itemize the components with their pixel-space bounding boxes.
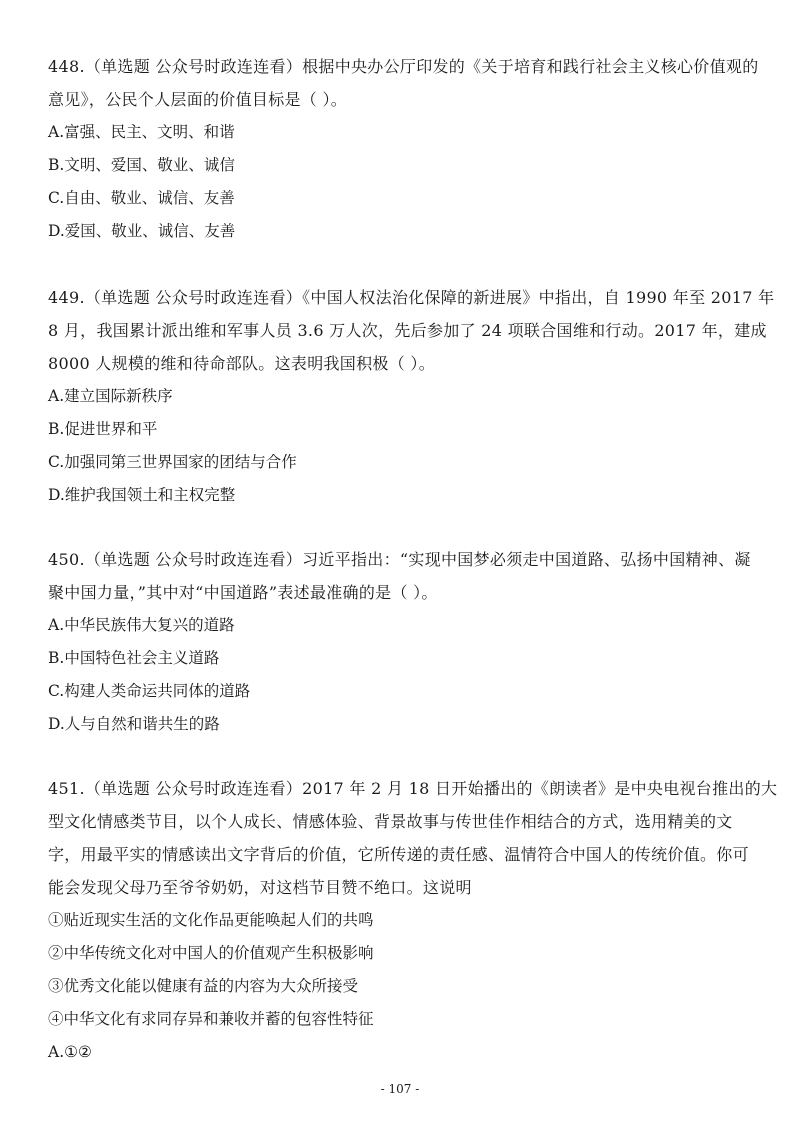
- question-stem-line: 8 月，我国累计派出维和军事人员 3.6 万人次，先后参加了 24 项联合国维和行动。2017 年，建成: [48, 321, 767, 340]
- statement-2: ②中华传统文化对中国人的价值观产生积极影响: [48, 944, 374, 962]
- option-b: B.中国特色社会主义道路: [48, 649, 220, 667]
- question-stem-line: 字，用最平实的情感读出文字背后的价值，它所传递的责任感、温情符合中国人的传统价值。你可: [48, 845, 749, 864]
- question-450: [48, 543, 758, 741]
- option-c: C.自由、敬业、诚信、友善: [48, 189, 235, 207]
- question-stem-line: 448.（单选题 公众号时政连连看）根据中央办公厅印发的《关于培育和践行社会主义核心价值观的: [48, 57, 759, 76]
- question-stem-line: 意见》，公民个人层面的价值目标是（ ）。: [48, 90, 348, 109]
- question-stem-line: 449.（单选题 公众号时政连连看）《中国人权法治化保障的新进展》中指出，自 1990 年至 2017 年: [48, 288, 775, 307]
- option-c: C.加强同第三世界国家的团结与合作: [48, 453, 297, 471]
- option-a: A.①②: [48, 1043, 92, 1061]
- question-449: [48, 281, 775, 512]
- question-stem-line: 型文化情感类节目，以个人成长、情感体验、背景故事与传世佳作相结合的方式，选用精美的文: [48, 812, 733, 831]
- question-stem-line: 能会发现父母乃至爷爷奶奶，对这档节目赞不绝口。这说明: [48, 878, 472, 897]
- option-d: D.人与自然和谐共生的路: [48, 715, 220, 733]
- option-d: D.爱国、敬业、诚信、友善: [48, 222, 236, 240]
- option-b: B.文明、爱国、敬业、诚信: [48, 156, 235, 174]
- option-c: C.构建人类命运共同体的道路: [48, 682, 251, 700]
- option-a: A.富强、民主、文明、和谐: [48, 123, 235, 141]
- statement-1: ①贴近现实生活的文化作品更能唤起人们的共鸣: [48, 911, 374, 929]
- question-stem-line: 8000 人规模的维和待命部队。这表明我国积极（ ）。: [48, 354, 435, 373]
- statement-3: ③优秀文化能以健康有益的内容为大众所接受: [48, 977, 359, 995]
- question-stem-line: 聚中国力量，”其中对“中国道路”表述最准确的是（ ）。: [48, 583, 438, 602]
- page-number: - 107 -: [380, 1082, 420, 1096]
- question-451: [48, 772, 778, 1069]
- option-a: A.建立国际新秩序: [48, 387, 173, 405]
- option-a: A.中华民族伟大复兴的道路: [48, 616, 235, 634]
- question-448: [48, 50, 758, 248]
- option-b: B.促进世界和平: [48, 420, 158, 438]
- question-stem-line: 450.（单选题 公众号时政连连看）习近平指出：“实现中国梦必须走中国道路、弘扬中国精神、凝: [48, 550, 751, 569]
- question-stem-line: 451.（单选题 公众号时政连连看）2017 年 2 月 18 日开始播出的《朗读者》是中央电视台推出的大: [48, 779, 778, 798]
- option-d: D.维护我国领土和主权完整: [48, 486, 236, 504]
- statement-4: ④中华文化有求同存异和兼收并蓄的包容性特征: [48, 1010, 374, 1028]
